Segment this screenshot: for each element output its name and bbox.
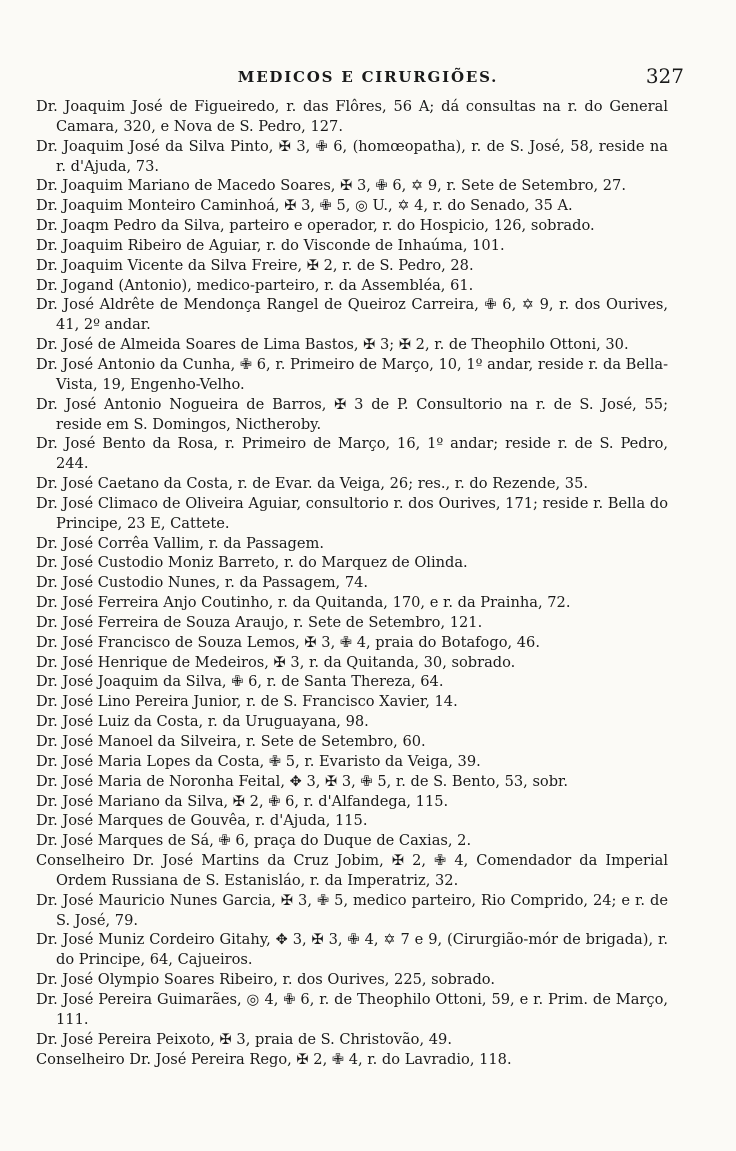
- list-item: Dr. José Corrêa Vallim, r. da Passagem.: [36, 534, 324, 552]
- list-item: Dr. José Pereira Peixoto, ✠ 3, praia de S. Christovão, 49.: [36, 1030, 452, 1048]
- list-item: Dr. Joaquim Mariano de Macedo Soares, ✠ 3, ✙ 6, ✡ 9, r. Sete de Setembro, 27.: [36, 177, 626, 195]
- list-item: Dr. José Ferreira Anjo Coutinho, r. da Quitanda, 170, e r. da Prainha, 72.: [36, 594, 571, 612]
- list-item: Dr. José Custodio Moniz Barreto, r. do Marquez de Olinda.: [36, 554, 468, 572]
- list-item: Dr. José Pereira Guimarães, ◎ 4, ✙ 6, r. de Theophilo Ottoni, 59, e r. Prim. de Março, 111.: [36, 990, 668, 1028]
- list-item: Dr. José Maria Lopes da Costa, ✙ 5, r. Evaristo da Veiga, 39.: [36, 752, 481, 770]
- list-item: Dr. José Joaquim da Silva, ✙ 6, r. de Santa Thereza, 64.: [36, 673, 444, 691]
- list-item: Dr. José Maria de Noronha Feital, ✥ 3, ✠ 3, ✙ 5, r. de S. Bento, 53, sobr.: [36, 772, 569, 790]
- list-item: Dr. José Marques de Gouvêa, r. d'Ajuda, 115.: [36, 812, 368, 830]
- list-item: Conselheiro Dr. José Pereira Rego, ✠ 2, ✙ 4, r. do Lavradio, 118.: [36, 1050, 512, 1068]
- list-item: Dr. José Marques de Sá, ✙ 6, praça do Duque de Caxias, 2.: [36, 832, 472, 850]
- list-item: Dr. José Antonio da Cunha, ✙ 6, r. Primeiro de Março, 10, 1º andar, reside r. da Bella-Vista, 19, Engenho-Velho.: [36, 355, 668, 393]
- list-item: Dr. Joaquim José da Silva Pinto, ✠ 3, ✙ 6, (homœopatha), r. de S. José, 58, reside na r. d'Ajuda, 73.: [36, 137, 668, 175]
- list-item: Dr. José Mariano da Silva, ✠ 2, ✙ 6, r. d'Alfandega, 115.: [36, 792, 449, 810]
- list-item: Dr. Joaquim Vicente da Silva Freire, ✠ 2, r. de S. Pedro, 28.: [36, 256, 474, 274]
- list-item: Dr. José Francisco de Souza Lemos, ✠ 3, ✙ 4, praia do Botafogo, 46.: [36, 633, 540, 651]
- list-item: Dr. José Lino Pereira Junior, r. de S. Francisco Xavier, 14.: [36, 693, 458, 711]
- list-item: Dr. José Antonio Nogueira de Barros, ✠ 3 de P. Consultorio na r. de S. José, 55; reside em S. Domingos, Nictheroby.: [36, 395, 668, 433]
- list-item: Dr. José Climaco de Oliveira Aguiar, consultorio r. dos Ourives, 171; reside r. Bella do Principe, 23 E, Cattete.: [36, 494, 668, 532]
- list-item: Dr. José Manoel da Silveira, r. Sete de Setembro, 60.: [36, 733, 426, 750]
- list-item: Dr. José Caetano da Costa, r. de Evar. da Veiga, 26; res., r. do Rezende, 35.: [36, 475, 589, 493]
- list-item: Dr. José Ferreira de Souza Araujo, r. Sete de Setembro, 121.: [36, 613, 483, 631]
- page-header: [0, 64, 736, 94]
- list-item: Dr. José Muniz Cordeiro Gitahy, ✥ 3, ✠ 3, ✙ 4, ✡ 7 e 9, (Cirurgião-mór de brigada), r. do Principe, 64, Cajueiros.: [36, 931, 668, 969]
- list-item: Dr. José Henrique de Medeiros, ✠ 3, r. da Quitanda, 30, sobrado.: [36, 653, 516, 671]
- list-item: Dr. José Olympio Soares Ribeiro, r. dos Ourives, 225, sobrado.: [36, 971, 495, 989]
- list-item: Dr. Joaquim José de Figueiredo, r. das Flôres, 56 A; dá consultas na r. do General Camara, 320, e Nova de S. Pedro, 127.: [36, 98, 668, 135]
- page-title: MEDICOS E CIRURGIÕES.: [237, 68, 499, 86]
- page-number: 327: [645, 64, 684, 88]
- list-item: Dr. José Bento da Rosa, r. Primeiro de Março, 16, 1º andar; reside r. de S. Pedro, 244.: [36, 435, 668, 473]
- list-item: Dr. José Custodio Nunes, r. da Passagem, 74.: [36, 574, 369, 592]
- directory-entries: [36, 97, 668, 1069]
- list-item: Dr. José Luiz da Costa, r. da Uruguayana, 98.: [36, 713, 369, 731]
- list-item: Dr. José de Almeida Soares de Lima Bastos, ✠ 3; ✠ 2, r. de Theophilo Ottoni, 30.: [36, 336, 629, 354]
- list-item: Dr. Joaquim Ribeiro de Aguiar, r. do Visconde de Inhaúma, 101.: [36, 236, 505, 254]
- list-item: Conselheiro Dr. José Martins da Cruz Jobim, ✠ 2, ✙ 4, Comendador da Imperial Ordem Russiana de S. Estanisláo, r. da Imperatriz, 32.: [36, 852, 668, 889]
- list-item: Dr. Joaquim Monteiro Caminhoá, ✠ 3, ✙ 5, ◎ U., ✡ 4, r. do Senado, 35 A.: [36, 197, 573, 215]
- list-item: Dr. José Aldrête de Mendonça Rangel de Queiroz Carreira, ✙ 6, ✡ 9, r. dos Ourives, 41, 2º andar.: [36, 296, 668, 334]
- list-item: Dr. Joaqm Pedro da Silva, parteiro e operador, r. do Hospicio, 126, sobrado.: [36, 217, 595, 235]
- list-item: Dr. José Mauricio Nunes Garcia, ✠ 3, ✙ 5, medico parteiro, Rio Comprido, 24; e r. de S. José, 79.: [36, 891, 668, 929]
- list-item: Dr. Jogand (Antonio), medico-parteiro, r. da Assembléa, 61.: [36, 276, 474, 294]
